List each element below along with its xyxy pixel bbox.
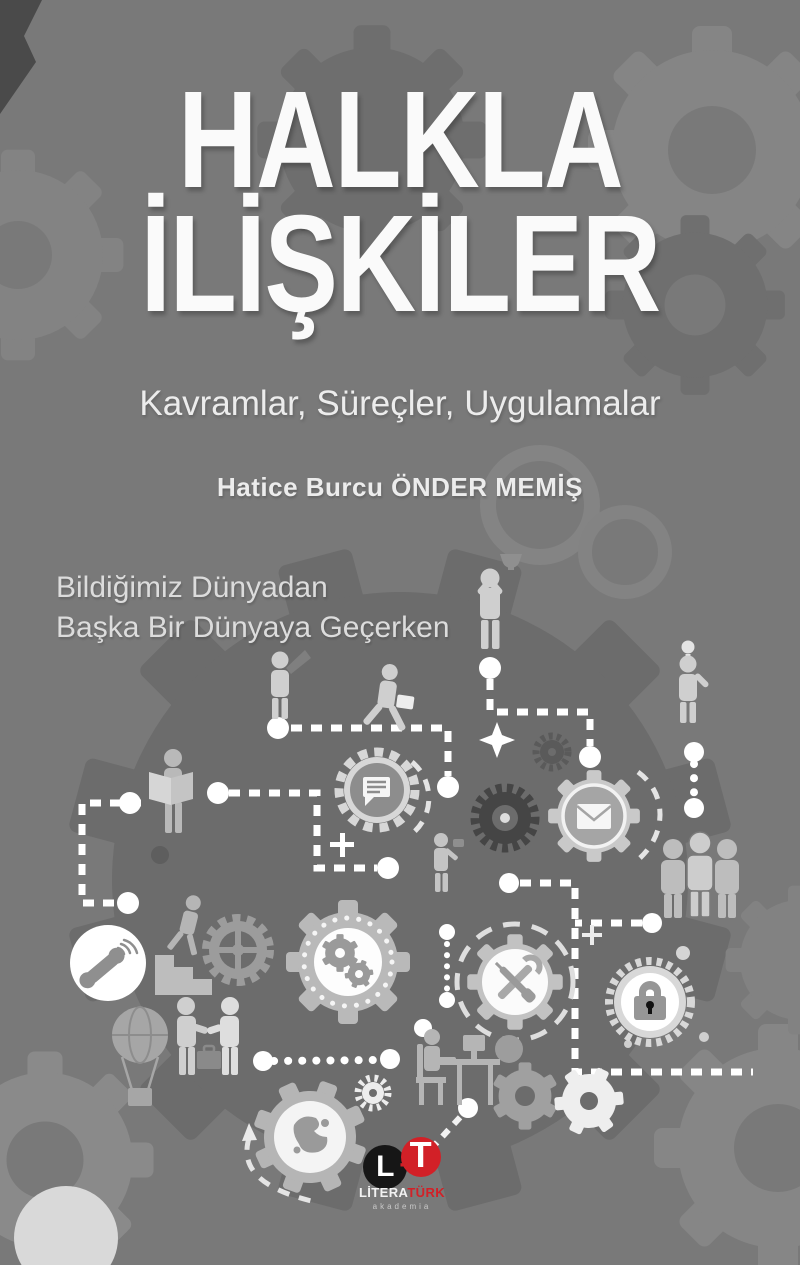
tools-gear-icon (467, 934, 562, 1029)
connector-node (479, 657, 501, 679)
tagline-line-1: Bildiğimiz Dünyadan (56, 571, 328, 604)
desk-icon (452, 1059, 500, 1065)
connector-node (267, 717, 289, 739)
book-subtitle: Kavramlar, Süreçler, Uygulamalar (139, 384, 661, 423)
background-ring (488, 453, 592, 557)
publisher-name (350, 1185, 454, 1200)
connector-node (579, 746, 601, 768)
padlock-gear-icon (609, 961, 691, 1043)
decor-dot (676, 946, 690, 960)
lightbulb-icon (682, 641, 695, 659)
author-name: Hatice Burcu ÖNDER MEMİŞ (217, 472, 583, 502)
connector-node (439, 924, 455, 940)
tool-icon (453, 839, 464, 847)
publisher-logo (350, 1136, 454, 1211)
connector-node (437, 776, 459, 798)
publisher-logo-monogram (350, 1136, 454, 1190)
tagline-line-2: Başka Bir Dünyaya Geçerken (56, 611, 450, 644)
book-title-line-2: İLİŞKİLER (140, 187, 660, 342)
publisher-name-white: LİTERA (358, 1185, 408, 1200)
connector-node (499, 873, 519, 893)
briefcase-icon (396, 694, 415, 709)
publisher-name-red: TÜRK (407, 1185, 446, 1200)
background-gear-light-bottomright (654, 1024, 800, 1265)
connector-node (377, 857, 399, 879)
monitor-icon (463, 1035, 485, 1051)
connector-node (642, 913, 662, 933)
connector-node (119, 792, 141, 814)
connector-node (207, 782, 229, 804)
idea-person-icon (679, 641, 710, 724)
connector-node (380, 1049, 400, 1069)
inner-gears-icon (286, 900, 410, 1024)
logo-letter-t: T (401, 1137, 441, 1177)
connector-node (253, 1051, 273, 1071)
decor-dot (699, 1032, 709, 1042)
book-title (0, 63, 800, 342)
phone-icon (70, 925, 146, 1001)
decor-dot (151, 846, 169, 864)
tagline (56, 568, 450, 648)
connector-node (117, 892, 139, 914)
decor-dot (495, 1035, 523, 1063)
envelope-icon (577, 804, 611, 829)
logo-letter-l: L (363, 1145, 407, 1189)
background-ring (585, 512, 665, 592)
background-gear-light-rightedge (726, 886, 800, 1035)
connector-node (684, 798, 704, 818)
connector-node (439, 992, 455, 1008)
logo-hyphen: - (399, 1147, 409, 1178)
connector-node (684, 742, 704, 762)
envelope-gear-icon (548, 770, 640, 862)
book-title-line-1: HALKLA (177, 63, 623, 217)
publisher-subname: akademia (372, 1202, 432, 1211)
